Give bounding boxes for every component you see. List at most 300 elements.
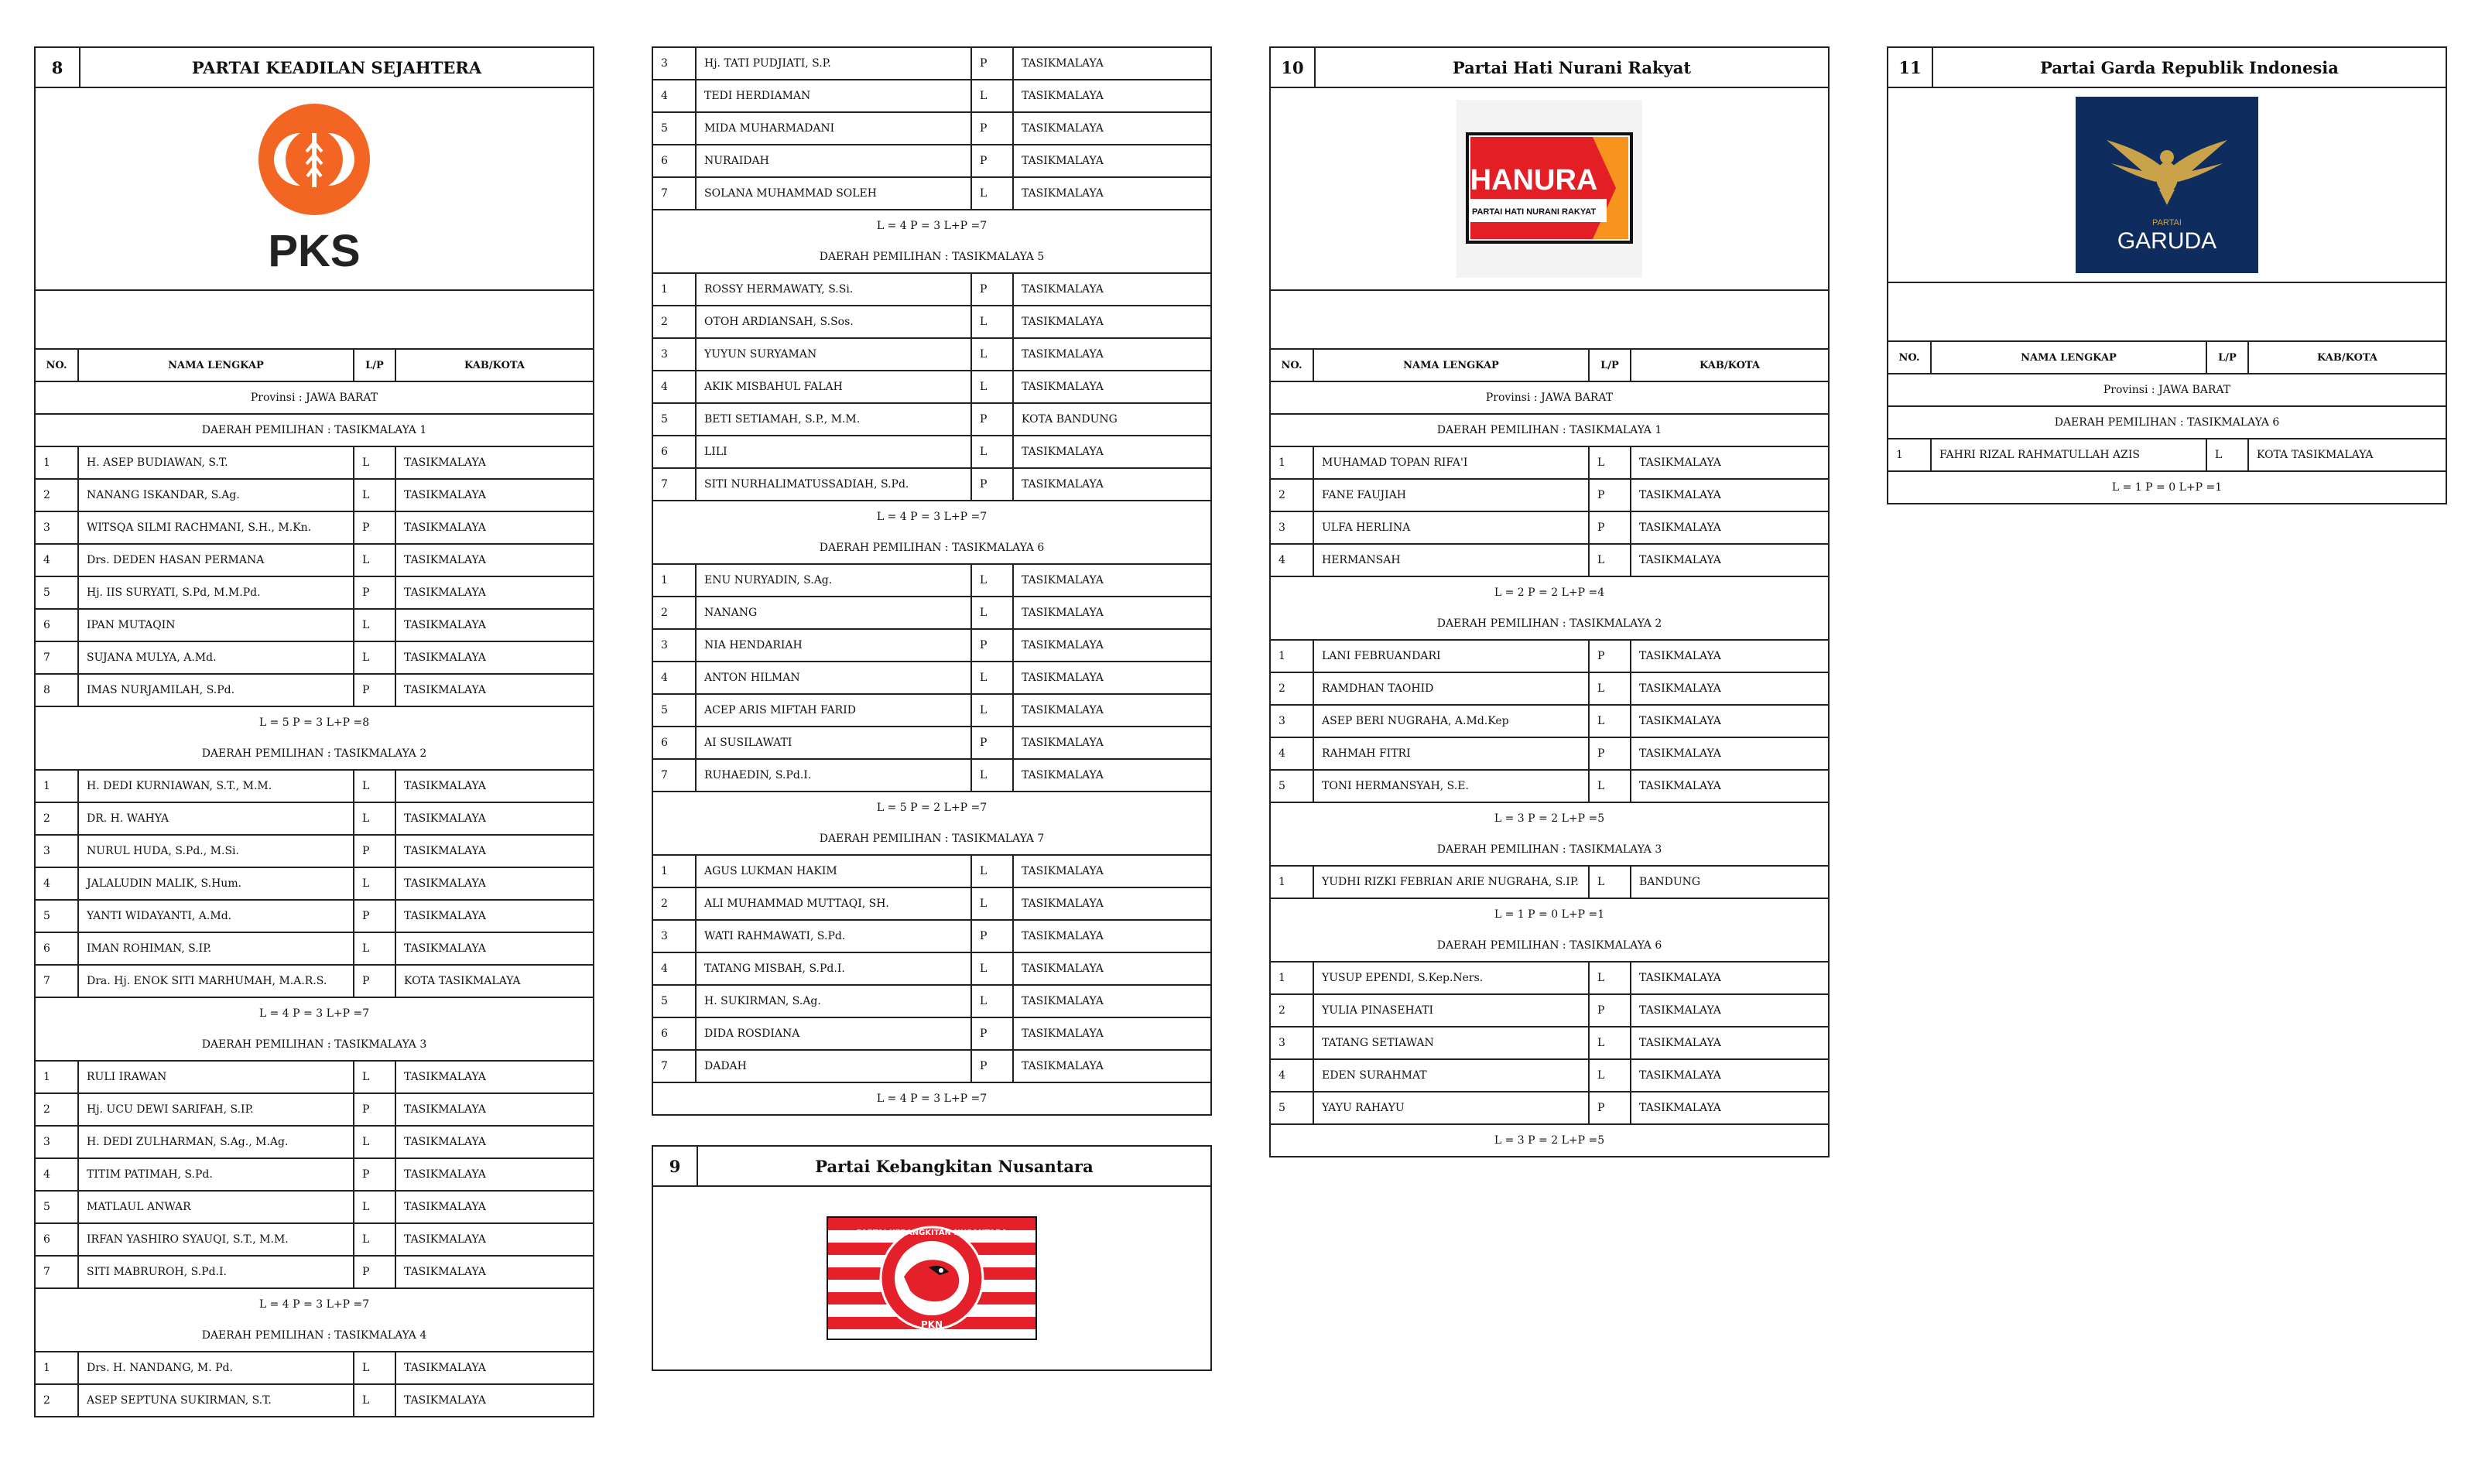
table-row [36, 1352, 593, 1385]
dapil-section [36, 738, 593, 1029]
cell-nama: ASEP BERI NUGRAHA, A.Md.Kep [1314, 706, 1590, 737]
dapil-summary: L = 1 P = 0 L+P =1 [1494, 908, 1605, 921]
dapil-section [1888, 407, 2446, 503]
table-row [36, 1192, 593, 1224]
cell-nama: RUHAEDIN, S.Pd.I. [697, 760, 972, 791]
cell-kab: TASIKMALAYA [404, 845, 486, 857]
party-logo-area [653, 1187, 1210, 1369]
cell-nama: SITI MABRUROH, S.Pd.I. [79, 1257, 354, 1287]
cell-nama: TEDI HERDIAMAN [697, 80, 972, 111]
dapil-title: DAERAH PEMILIHAN : TASIKMALAYA 1 [1271, 415, 1828, 447]
cell-kab: TASIKMALAYA [1639, 747, 1721, 760]
cell-no: 7 [36, 1257, 79, 1287]
cell-kab: TASIKMALAYA [1639, 650, 1721, 662]
cell-kab: TASIKMALAYA [404, 619, 486, 631]
cell-lp: L [354, 933, 396, 964]
cell-no: 3 [36, 836, 79, 867]
dapil-summary: L = 5 P = 2 L+P =7 [876, 802, 988, 814]
table-row [653, 986, 1210, 1018]
dapil-title: DAERAH PEMILIHAN : TASIKMALAYA 1 [36, 415, 593, 447]
cell-kab: TASIKMALAYA [1022, 865, 1104, 877]
table-row [1888, 439, 2446, 472]
cell-lp: L [972, 760, 1014, 791]
dapil-title: DAERAH PEMILIHAN : TASIKMALAYA 3 [1271, 834, 1828, 867]
cell-lp: P [972, 274, 1014, 305]
cell-lp: P [972, 630, 1014, 661]
cell-nama: TATANG SETIAWAN [1314, 1028, 1590, 1058]
dapil-section [653, 241, 1210, 532]
header-nama: NAMA LENGKAP [1932, 342, 2207, 373]
party-name: Partai Garda Republik Indonesia [2040, 57, 2339, 77]
table-row [653, 404, 1210, 436]
cell-no: 1 [1271, 963, 1314, 993]
party-panel-hanura [1269, 46, 1830, 1157]
cell-lp: L [972, 339, 1014, 370]
cell-kab: TASIKMALAYA [1022, 348, 1104, 361]
cell-nama: OTOH ARDIANSAH, S.Sos. [697, 306, 972, 337]
cell-no: 1 [653, 565, 697, 596]
cell-lp: L [354, 610, 396, 641]
table-row [1271, 447, 1828, 480]
dapil-section [1271, 415, 1828, 608]
cell-no: 2 [653, 306, 697, 337]
table-row [653, 856, 1210, 888]
dapil-title: DAERAH PEMILIHAN : TASIKMALAYA 2 [1271, 608, 1828, 641]
cell-nama: Drs. DEDEN HASAN PERMANA [79, 545, 354, 576]
table-row [653, 565, 1210, 597]
cell-no: 6 [36, 933, 79, 964]
cell-kab: TASIKMALAYA [1022, 672, 1104, 684]
cell-no: 3 [653, 48, 697, 79]
table-row [36, 1062, 593, 1094]
cell-kab: TASIKMALAYA [1639, 682, 1721, 695]
cell-no: 5 [653, 404, 697, 435]
cell-nama: Dra. Hj. ENOK SITI MARHUMAH, M.A.R.S. [79, 966, 354, 997]
table-row [1271, 706, 1828, 738]
cell-lp: P [972, 469, 1014, 500]
table-row [653, 274, 1210, 306]
party-logo-area [1888, 88, 2446, 283]
party-logo-area [1271, 88, 1828, 291]
cell-no: 5 [36, 1192, 79, 1222]
cell-no: 4 [36, 868, 79, 899]
dapil-title: DAERAH PEMILIHAN : TASIKMALAYA 2 [36, 738, 593, 771]
table-row [653, 888, 1210, 921]
cell-nama: EDEN SURAHMAT [1314, 1060, 1590, 1091]
cell-kab: TASIKMALAYA [1022, 57, 1104, 70]
party-panel-pks-continued [652, 46, 1212, 1116]
cell-lp: P [972, 1018, 1014, 1049]
cell-nama: LILI [697, 436, 972, 467]
cell-kab: TASIKMALAYA [404, 1362, 486, 1374]
table-row [1271, 771, 1828, 803]
cell-lp: L [1590, 771, 1631, 802]
cell-no: 6 [653, 1018, 697, 1049]
cell-kab: TASIKMALAYA [1639, 1037, 1721, 1049]
cell-lp: P [354, 512, 396, 543]
cell-no: 1 [36, 447, 79, 478]
cell-kab: TASIKMALAYA [1022, 704, 1104, 716]
cell-nama: SUJANA MULYA, A.Md. [79, 642, 354, 673]
table-row [653, 662, 1210, 695]
header-kab: KAB/KOTA [2317, 351, 2377, 364]
table-row [36, 447, 593, 480]
cell-no: 3 [1271, 512, 1314, 543]
cell-kab: TASIKMALAYA [1022, 769, 1104, 781]
party-title-bar [1888, 48, 2446, 88]
header-no: NO. [36, 350, 79, 381]
cell-lp: P [354, 836, 396, 867]
cell-nama: NIA HENDARIAH [697, 630, 972, 661]
dapil-summary: L = 2 P = 2 L+P =4 [1494, 586, 1605, 599]
cell-no: 6 [653, 727, 697, 758]
table-row [1271, 1060, 1828, 1092]
cell-lp: L [1590, 545, 1631, 576]
cell-no: 4 [653, 80, 697, 111]
cell-lp: L [354, 1224, 396, 1255]
svg-text:HANURA: HANURA [1470, 164, 1598, 197]
cell-kab: TASIKMALAYA [1639, 715, 1721, 727]
cell-kab: KOTA TASIKMALAYA [404, 975, 521, 987]
table-row [653, 760, 1210, 792]
cell-lp: P [354, 901, 396, 932]
cell-kab: TASIKMALAYA [1639, 489, 1721, 501]
cell-no: 1 [653, 856, 697, 887]
cell-lp: L [972, 565, 1014, 596]
cell-kab: TASIKMALAYA [1639, 972, 1721, 984]
cell-nama: NANANG [697, 597, 972, 628]
cell-lp: L [972, 178, 1014, 209]
cell-no: 6 [36, 1224, 79, 1255]
cell-kab: TASIKMALAYA [1639, 1004, 1721, 1017]
table-row [653, 469, 1210, 501]
header-lp: L/P [2207, 342, 2249, 373]
cell-lp: P [354, 675, 396, 706]
cell-no: 1 [1888, 439, 1932, 470]
cell-nama: ASEP SEPTUNA SUKIRMAN, S.T. [79, 1385, 354, 1416]
table-row [36, 642, 593, 675]
table-row [653, 1051, 1210, 1083]
cell-nama: NANANG ISKANDAR, S.Ag. [79, 480, 354, 511]
party-number: 10 [1271, 48, 1316, 87]
dapil-title: DAERAH PEMILIHAN : TASIKMALAYA 7 [653, 823, 1210, 856]
cell-kab: TASIKMALAYA [1639, 456, 1721, 469]
cell-kab: TASIKMALAYA [404, 489, 486, 501]
cell-nama: AKIK MISBAHUL FALAH [697, 371, 972, 402]
table-row [653, 1018, 1210, 1051]
cell-kab: TASIKMALAYA [1022, 1060, 1104, 1072]
cell-kab: TASIKMALAYA [1639, 521, 1721, 534]
cell-no: 4 [36, 1159, 79, 1190]
pks-logo [252, 104, 376, 274]
cell-kab: TASIKMALAYA [1639, 554, 1721, 566]
table-row [36, 1224, 593, 1257]
cell-nama: Hj. IIS SURYATI, S.Pd, M.M.Pd. [79, 577, 354, 608]
dapil-title: DAERAH PEMILIHAN : TASIKMALAYA 4 [36, 1320, 593, 1352]
cell-kab: TASIKMALAYA [404, 521, 486, 534]
cell-no: 2 [1271, 995, 1314, 1026]
cell-lp: L [354, 1062, 396, 1092]
table-row [653, 80, 1210, 113]
cell-no: 5 [36, 901, 79, 932]
cell-nama: Drs. H. NANDANG, M. Pd. [79, 1352, 354, 1383]
cell-kab: TASIKMALAYA [404, 1266, 486, 1278]
party-panel-garuda [1887, 46, 2447, 504]
cell-kab: TASIKMALAYA [1022, 930, 1104, 942]
cell-kab: TASIKMALAYA [1022, 898, 1104, 910]
cell-nama: H. DEDI ZULHARMAN, S.Ag., M.Ag. [79, 1127, 354, 1157]
dapil-summary: L = 4 P = 3 L+P =7 [258, 1298, 370, 1311]
cell-nama: H. DEDI KURNIAWAN, S.T., M.M. [79, 771, 354, 802]
party-number: 11 [1888, 48, 1933, 87]
cell-kab: TASIKMALAYA [404, 877, 486, 890]
cell-lp: P [354, 1094, 396, 1125]
cell-kab: TASIKMALAYA [1022, 155, 1104, 167]
cell-nama: DADAH [697, 1051, 972, 1082]
blank-row [1271, 291, 1828, 350]
cell-no: 4 [36, 545, 79, 576]
cell-no: 3 [653, 339, 697, 370]
cell-no: 2 [36, 480, 79, 511]
table-row [653, 597, 1210, 630]
cell-kab: TASIKMALAYA [1022, 283, 1104, 296]
cell-no: 6 [653, 436, 697, 467]
cell-no: 4 [1271, 545, 1314, 576]
cell-nama: AGUS LUKMAN HAKIM [697, 856, 972, 887]
cell-no: 2 [36, 803, 79, 834]
header-no: NO. [1271, 350, 1314, 381]
cell-lp: L [354, 1127, 396, 1157]
cell-lp: L [2207, 439, 2249, 470]
party-title-bar [36, 48, 593, 88]
dapil-summary: L = 4 P = 3 L+P =7 [258, 1007, 370, 1020]
cell-no: 1 [1271, 867, 1314, 898]
cell-lp: P [972, 1051, 1014, 1082]
cell-lp: P [972, 145, 1014, 176]
dapil-title: DAERAH PEMILIHAN : TASIKMALAYA 6 [1271, 930, 1828, 963]
cell-no: 3 [653, 921, 697, 952]
cell-no: 4 [653, 953, 697, 984]
table-row [1271, 641, 1828, 673]
cell-kab: TASIKMALAYA [1639, 1102, 1721, 1114]
cell-kab: TASIKMALAYA [1022, 90, 1104, 102]
cell-lp: L [1590, 867, 1631, 898]
cell-nama: ALI MUHAMMAD MUTTAQI, SH. [697, 888, 972, 919]
cell-kab: TASIKMALAYA [1022, 995, 1104, 1007]
cell-kab: KOTA BANDUNG [1022, 413, 1118, 426]
cell-nama: IPAN MUTAQIN [79, 610, 354, 641]
svg-text:GARUDA: GARUDA [2117, 228, 2217, 254]
cell-lp: P [972, 113, 1014, 144]
cell-no: 1 [1271, 447, 1314, 478]
cell-nama: YANTI WIDAYANTI, A.Md. [79, 901, 354, 932]
cell-kab: TASIKMALAYA [404, 651, 486, 664]
dapil-section [653, 48, 1210, 241]
table-row [1271, 480, 1828, 512]
table-row [36, 512, 593, 545]
table-row [653, 178, 1210, 210]
dapil-summary: L = 4 P = 3 L+P =7 [876, 511, 988, 523]
cell-kab: TASIKMALAYA [404, 1394, 486, 1407]
dapil-summary: L = 5 P = 3 L+P =8 [258, 716, 370, 729]
header-kab: KAB/KOTA [464, 359, 525, 371]
table-row [653, 953, 1210, 986]
cell-lp: L [972, 695, 1014, 726]
table-row [653, 113, 1210, 145]
cell-no: 5 [1271, 1092, 1314, 1123]
cell-no: 5 [1271, 771, 1314, 802]
cell-no: 8 [36, 675, 79, 706]
cell-no: 7 [653, 178, 697, 209]
dapil-summary: L = 3 P = 2 L+P =5 [1494, 812, 1605, 825]
cell-no: 1 [36, 1062, 79, 1092]
cell-kab: TASIKMALAYA [1022, 1028, 1104, 1040]
cell-no: 7 [653, 469, 697, 500]
cell-nama: WITSQA SILMI RACHMANI, S.H., M.Kn. [79, 512, 354, 543]
cell-lp: L [354, 1192, 396, 1222]
table-row [36, 480, 593, 512]
header-nama: NAMA LENGKAP [79, 350, 354, 381]
cell-no: 2 [653, 597, 697, 628]
cell-lp: L [972, 662, 1014, 693]
cell-no: 3 [36, 512, 79, 543]
cell-kab: TASIKMALAYA [404, 1168, 486, 1181]
cell-lp: L [1590, 447, 1631, 478]
blank-row [36, 291, 593, 350]
cell-lp: P [354, 1159, 396, 1190]
cell-lp: P [354, 966, 396, 997]
table-row [1271, 545, 1828, 577]
svg-text:PARTAI HATI NURANI RAKYAT: PARTAI HATI NURANI RAKYAT [1471, 207, 1597, 217]
cell-nama: JALALUDIN MALIK, S.Hum. [79, 868, 354, 899]
cell-nama: TATANG MISBAH, S.Pd.I. [697, 953, 972, 984]
cell-lp: L [1590, 1028, 1631, 1058]
cell-no: 7 [36, 642, 79, 673]
table-row [1271, 512, 1828, 545]
cell-no: 3 [1271, 706, 1314, 737]
party-title-bar [1271, 48, 1828, 88]
table-row [1271, 867, 1828, 899]
cell-no: 7 [653, 760, 697, 791]
cell-lp: P [1590, 1092, 1631, 1123]
cell-lp: P [972, 404, 1014, 435]
dapil-section [1271, 930, 1828, 1156]
cell-nama: Hj. UCU DEWI SARIFAH, S.IP. [79, 1094, 354, 1125]
cell-lp: L [972, 436, 1014, 467]
party-logo-area [36, 88, 593, 291]
cell-nama: YUSUP EPENDI, S.Kep.Ners. [1314, 963, 1590, 993]
cell-nama: ROSSY HERMAWATY, S.Si. [697, 274, 972, 305]
table-row [36, 836, 593, 868]
cell-no: 1 [36, 771, 79, 802]
cell-nama: RAHMAH FITRI [1314, 738, 1590, 769]
cell-no: 4 [1271, 738, 1314, 769]
party-number: 9 [653, 1147, 698, 1185]
cell-lp: L [972, 306, 1014, 337]
cell-kab: TASIKMALAYA [1022, 122, 1104, 135]
table-row [1271, 1028, 1828, 1060]
cell-lp: L [354, 1385, 396, 1416]
dapil-section [36, 1320, 593, 1416]
table-row [36, 610, 593, 642]
cell-nama: YUDHI RIZKI FEBRIAN ARIE NUGRAHA, S.IP. [1314, 867, 1590, 898]
cell-nama: RULI IRAWAN [79, 1062, 354, 1092]
cell-lp: P [1590, 480, 1631, 511]
cell-lp: L [354, 447, 396, 478]
cell-kab: TASIKMALAYA [404, 942, 486, 955]
dapil-title: DAERAH PEMILIHAN : TASIKMALAYA 6 [653, 532, 1210, 565]
table-row [653, 695, 1210, 727]
dapil-section [653, 532, 1210, 823]
cell-lp: P [1590, 512, 1631, 543]
dapil-title: DAERAH PEMILIHAN : TASIKMALAYA 6 [1888, 407, 2446, 439]
cell-no: 5 [653, 986, 697, 1017]
cell-no: 2 [36, 1094, 79, 1125]
party-name: PARTAI KEADILAN SEJAHTERA [191, 57, 482, 77]
cell-no: 2 [36, 1385, 79, 1416]
dapil-section [1271, 608, 1828, 834]
cell-nama: BETI SETIAMAH, S.P., M.M. [697, 404, 972, 435]
cell-nama: H. SUKIRMAN, S.Ag. [697, 986, 972, 1017]
hanura-logo [1456, 100, 1642, 278]
table-row [36, 803, 593, 836]
cell-no: 4 [653, 371, 697, 402]
party-name: Partai Hati Nurani Rakyat [1452, 57, 1692, 77]
cell-kab: TASIKMALAYA [404, 780, 486, 792]
table-header [36, 350, 593, 382]
dapil-summary: L = 3 P = 2 L+P =5 [1494, 1134, 1605, 1147]
cell-nama: HERMANSAH [1314, 545, 1590, 576]
cell-nama: H. ASEP BUDIAWAN, S.T. [79, 447, 354, 478]
cell-no: 6 [653, 145, 697, 176]
party-number: 8 [36, 48, 80, 87]
cell-lp: L [972, 953, 1014, 984]
cell-no: 2 [1271, 673, 1314, 704]
cell-kab: TASIKMALAYA [404, 1233, 486, 1246]
cell-kab: TASIKMALAYA [404, 812, 486, 825]
cell-no: 5 [36, 577, 79, 608]
table-row [36, 901, 593, 933]
dapil-summary: L = 4 P = 3 L+P =7 [876, 1092, 988, 1105]
cell-nama: DR. H. WAHYA [79, 803, 354, 834]
table-row [653, 630, 1210, 662]
svg-text:PKN: PKN [920, 1319, 943, 1330]
cell-no: 7 [653, 1051, 697, 1082]
cell-lp: P [972, 727, 1014, 758]
cell-lp: L [1590, 706, 1631, 737]
cell-lp: L [354, 1352, 396, 1383]
cell-lp: L [972, 371, 1014, 402]
header-kab: KAB/KOTA [1700, 359, 1760, 371]
cell-lp: P [1590, 641, 1631, 672]
cell-nama: IMAS NURJAMILAH, S.Pd. [79, 675, 354, 706]
table-row [653, 306, 1210, 339]
cell-kab: TASIKMALAYA [1022, 187, 1104, 200]
cell-no: 1 [1271, 641, 1314, 672]
cell-kab: TASIKMALAYA [1022, 963, 1104, 975]
cell-kab: TASIKMALAYA [404, 456, 486, 469]
table-row [36, 1385, 593, 1416]
cell-lp: L [972, 80, 1014, 111]
cell-no: 1 [36, 1352, 79, 1383]
cell-lp: L [1590, 1060, 1631, 1091]
dapil-section [653, 823, 1210, 1114]
cell-nama: MIDA MUHARMADANI [697, 113, 972, 144]
table-row [1271, 673, 1828, 706]
dapil-section [36, 1029, 593, 1320]
svg-text:PARTAI KEBANGKITAN NUSANTARA: PARTAI KEBANGKITAN NUSANTARA [856, 1229, 1008, 1237]
cell-nama: ULFA HERLINA [1314, 512, 1590, 543]
